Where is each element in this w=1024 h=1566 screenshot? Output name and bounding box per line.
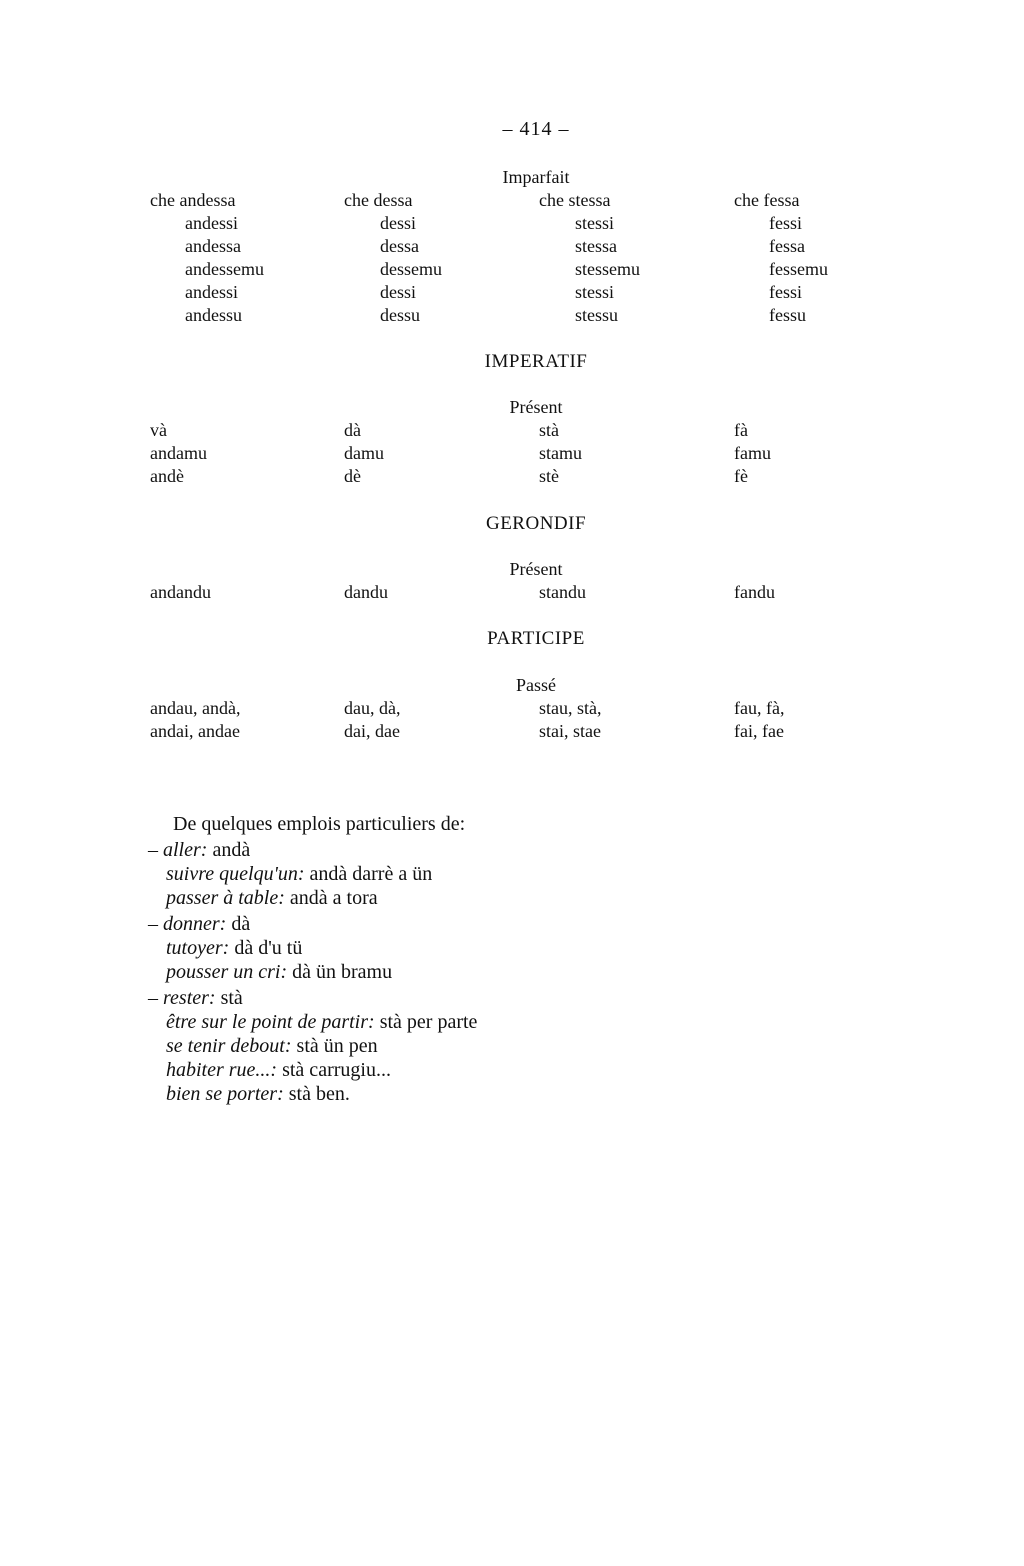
example-fr: tutoyer: [166,937,230,959]
table-row [0,720,1024,743]
form-dare: dà [344,420,361,440]
table-row [0,581,1024,604]
example-translation: andà darrè a ün [309,863,433,885]
example-translation: dà ün bramu [292,961,393,983]
form-dare: dai, dae [344,721,400,741]
example-translation: andà a tora [289,887,378,909]
verb-translation: dà [231,913,251,935]
form-fare: fessemu [769,259,828,279]
table-row [0,465,1024,488]
table-row [0,281,1024,304]
form-dare: dandu [344,582,388,602]
example-translation: stà ben. [288,1083,350,1105]
form-andare: andamu [150,443,207,463]
usage-verb-aller: – aller: andà [148,839,251,861]
form-dare: dè [344,466,361,486]
form-fare: fessu [769,305,806,325]
example-fr: se tenir debout: [166,1035,292,1057]
verb-translation: stà [220,987,243,1009]
table-row [0,189,1024,212]
form-stare: stessi [575,213,615,233]
form-fare: fessi [769,213,802,233]
mood-heading-gerondif: GERONDIF [485,513,587,534]
mood-heading-imperatif: IMPERATIF [484,351,588,372]
usage-example [148,1058,708,1082]
example-fr: pousser un cri: [166,961,288,983]
tense-heading-present: Présent [509,397,563,417]
usage-example [148,1082,708,1106]
usage-notes [148,812,708,1106]
usage-verb-rester: – rester: stà [148,987,243,1009]
form-andare: andessu [185,305,242,325]
form-andare: andè [150,466,184,486]
usage-example [148,1034,708,1058]
form-dare: dau, dà, [344,698,401,718]
form-stare: stessi [575,282,615,302]
mood-heading-participe: PARTICIPE [487,628,585,649]
tense-heading-imparfait: Imparfait [502,167,570,187]
form-andare: andessi [185,213,238,233]
form-fare: famu [734,443,771,463]
form-dare: dessa [380,236,419,256]
form-fare: fau, fà, [734,698,785,718]
example-translation: stà per parte [379,1011,478,1033]
table-row [0,304,1024,327]
table-row [0,258,1024,281]
form-fare: fandu [734,582,775,602]
usage-example [148,1010,708,1034]
example-fr: passer à table: [166,887,285,909]
form-andare: andau, andà, [150,698,241,718]
form-stare: stessemu [575,259,640,279]
form-dare: dessu [380,305,420,325]
example-translation: dà d'u tü [234,937,303,959]
usage-example [148,936,708,960]
form-andare: andessi [185,282,238,302]
form-stare: stau, stà, [539,698,602,718]
example-fr: bien se porter: [166,1083,284,1105]
form-fare: che fessa [734,190,800,210]
form-dare: dessi [380,282,416,302]
form-fare: fessi [769,282,802,302]
form-andare: andai, andae [150,721,240,741]
form-andare: và [150,420,167,440]
usage-example [148,960,708,984]
example-translation: stà carrugiu... [282,1059,391,1081]
table-row [0,212,1024,235]
form-stare: stai, stae [539,721,601,741]
verb-fr: aller: [163,839,208,861]
example-translation: stà ün pen [296,1035,378,1057]
form-dare: che dessa [344,190,413,210]
verb-fr: rester: [163,987,216,1009]
form-andare: andandu [150,582,211,602]
form-fare: fai, fae [734,721,784,741]
example-fr: suivre quelqu'un: [166,863,305,885]
usage-example [148,862,708,886]
usage-verb-donner: – donner: dà [148,913,251,935]
table-row [0,419,1024,442]
form-stare: stessa [575,236,617,256]
form-stare: stessu [575,305,619,325]
tense-heading-passe: Passé [516,675,556,695]
form-fare: fessa [769,236,805,256]
form-fare: fà [734,420,748,440]
example-fr: être sur le point de partir: [166,1011,375,1033]
example-fr: habiter rue...: [166,1059,278,1081]
tense-heading-present: Présent [509,559,563,579]
table-row [0,442,1024,465]
form-stare: stà [539,420,559,440]
form-andare: che andessa [150,190,236,210]
form-dare: dessemu [380,259,442,279]
form-stare: stamu [539,443,582,463]
form-dare: dessi [380,213,416,233]
form-andare: andessemu [185,259,264,279]
table-row [0,697,1024,720]
form-stare: stè [539,466,559,486]
table-row [0,235,1024,258]
usage-example [148,886,708,910]
usage-intro: De quelques emplois particuliers de: [173,813,466,835]
form-fare: fè [734,466,748,486]
form-dare: damu [344,443,384,463]
form-stare: che stessa [539,190,611,210]
form-stare: standu [539,582,586,602]
verb-fr: donner: [163,913,227,935]
form-andare: andessa [185,236,241,256]
verb-translation: andà [212,839,251,861]
page-number: – 414 – [502,118,570,140]
